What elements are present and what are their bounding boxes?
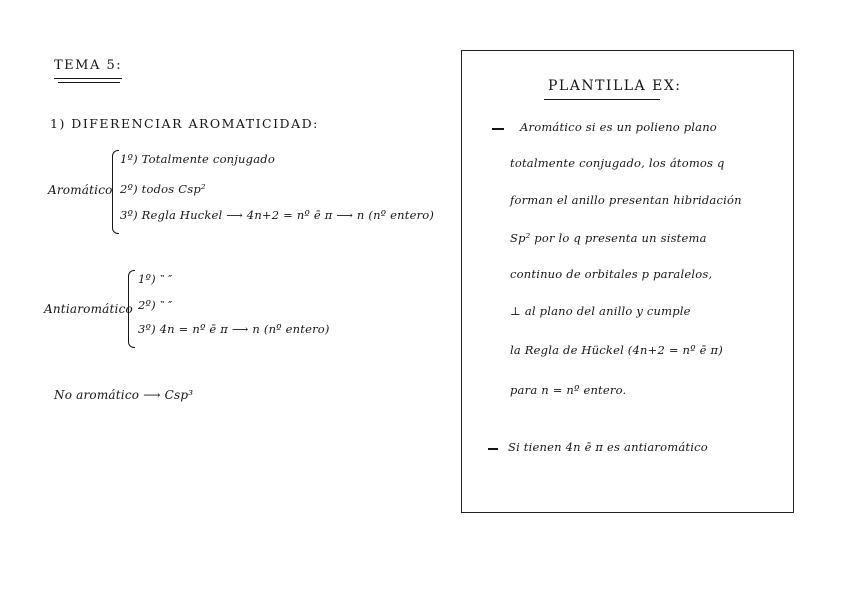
plantilla-line-1: Aromático si es un polieno plano [520,120,717,134]
aromatico-item-2: 2º) todos Csp² [120,182,206,196]
antiaromatico-brace [128,270,135,348]
plantilla-underline [544,99,660,100]
aromatico-item-3: 3º) Regla Huckel ⟶ 4n+2 = nº ē π ⟶ n (nº entero) [120,208,435,222]
aromatico-item-1: 1º) Totalmente conjugado [120,152,275,166]
plantilla-second-point: Si tienen 4n ē π es antiaromático [508,440,708,454]
plantilla-title: PLANTILLA EX: [548,78,682,94]
bullet-dash-2 [488,448,498,450]
plantilla-line-6: ⊥ al plano del anillo y cumple [510,304,691,318]
antiaromatico-item-2: 2º) ‶ ″ [138,298,173,312]
plantilla-line-2: totalmente conjugado, los átomos q [510,156,725,170]
tema-underline [54,78,122,79]
no-aromatico-line: No aromático ⟶ Csp³ [54,388,194,402]
antiaromatico-item-3: 3º) 4n = nº ē π ⟶ n (nº entero) [138,322,330,336]
tema-title: TEMA 5: [54,58,123,73]
plantilla-line-5: continuo de orbitales p paralelos, [510,267,713,281]
section-heading: 1) DIFERENCIAR AROMATICIDAD: [50,116,319,131]
bullet-dash-1 [492,128,504,130]
plantilla-line-7: la Regla de Hückel (4n+2 = nº ē π) [510,343,723,357]
plantilla-line-4: Sp² por lo q presenta un sistema [510,231,707,245]
antiaromatico-item-1: 1º) ‶ ″ [138,272,173,286]
antiaromatico-label: Antiaromático [44,302,133,316]
tema-underline-2 [58,82,120,83]
aromatico-brace [112,150,119,234]
plantilla-line-8: para n = nº entero. [510,383,627,397]
plantilla-line-3: forman el anillo presentan hibridación [510,193,742,207]
aromatico-label: Aromático [48,183,113,197]
